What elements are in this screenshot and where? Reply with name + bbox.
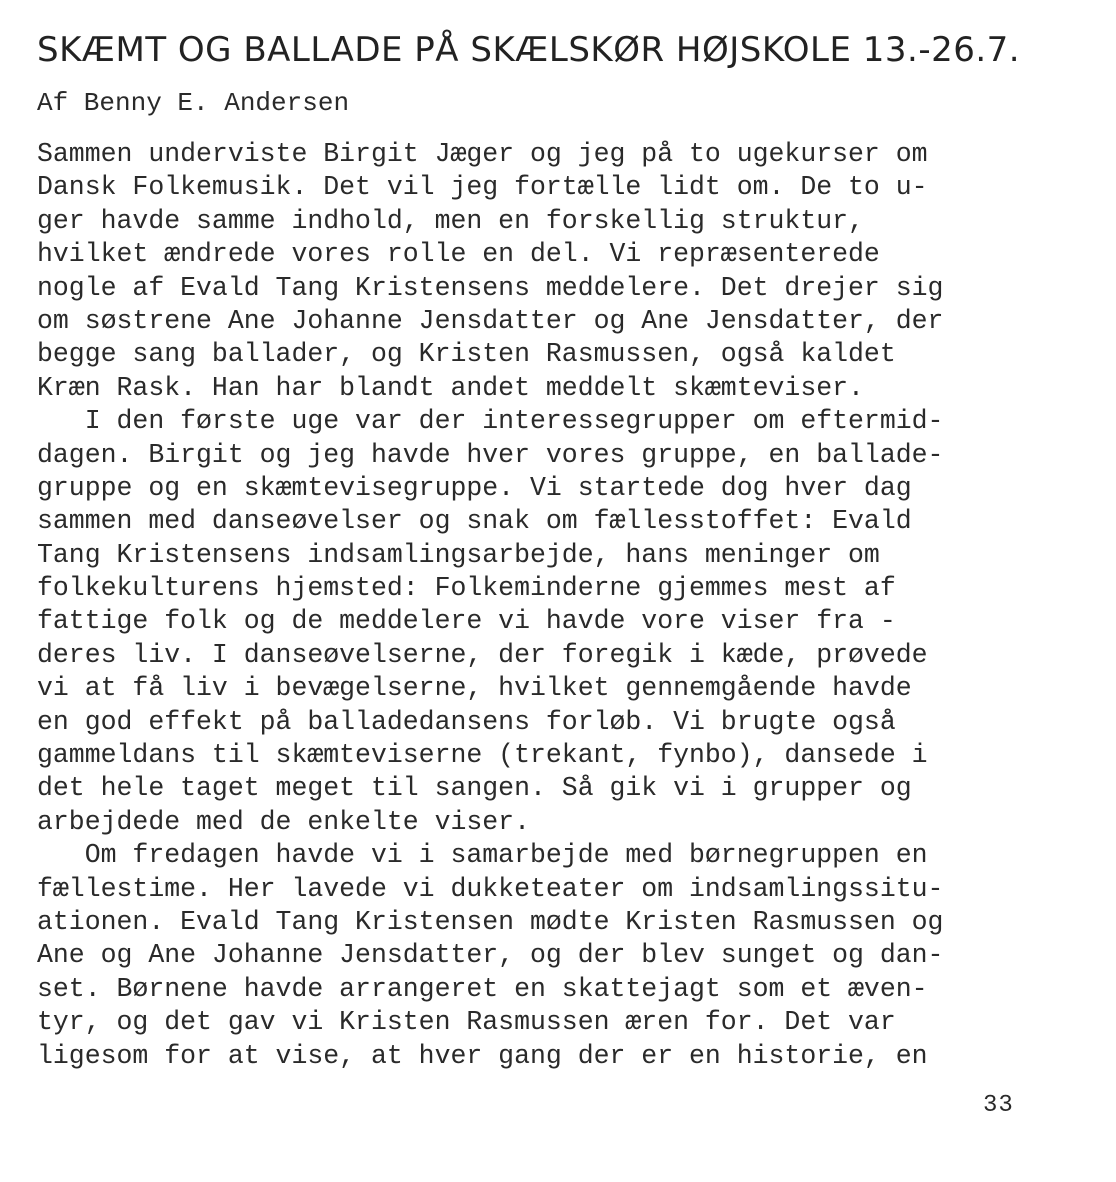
text-line: Kræn Rask. Han har blandt andet meddelt skæmteviser.: [37, 372, 864, 403]
text-line: nogle af Evald Tang Kristensens meddelere. Det drejer sig: [37, 272, 944, 303]
text-line: folkekulturens hjemsted: Folkeminderne gjemmes mest af: [37, 573, 896, 604]
text-line: I den første uge var der interessegrupper om eftermid-: [37, 406, 944, 437]
text-line: begge sang ballader, og Kristen Rasmussen, også kaldet: [37, 339, 896, 370]
text-line: Sammen underviste Birgit Jæger og jeg på to ugekurser om: [37, 139, 928, 169]
text-line: en god effekt på balladedansens forløb. Vi brugte også: [37, 706, 896, 737]
article-title: SKÆMT OG BALLADE PÅ SKÆLSKØR HØJSKOLE 13.-26.7.: [37, 30, 1021, 70]
text-line: ger havde samme indhold, men en forskellig struktur,: [37, 205, 864, 236]
article-body: [37, 138, 943, 1073]
text-line: hvilket ændrede vores rolle en del. Vi repræsenterede: [37, 239, 880, 270]
text-line: fællestime. Her lavede vi dukketeater om indsamlingssitu-: [37, 873, 944, 904]
text-line: Dansk Folkemusik. Det vil jeg fortælle lidt om. De to u-: [37, 172, 928, 203]
text-line: tyr, og det gav vi Kristen Rasmussen æren for. Det var: [37, 1007, 896, 1038]
text-line: vi at få liv i bevægelserne, hvilket gennemgående havde: [37, 673, 912, 704]
text-line: gammeldans til skæmteviserne (trekant, fynbo), dansede i: [37, 740, 928, 771]
text-line: deres liv. I danseøvelserne, der foregik i kæde, prøvede: [37, 639, 928, 670]
page-number: 33: [983, 1092, 1014, 1119]
text-line: det hele taget meget til sangen. Så gik vi i grupper og: [37, 773, 912, 804]
text-line: Ane og Ane Johanne Jensdatter, og der blev sunget og dan-: [37, 940, 944, 971]
text-line: sammen med danseøvelser og snak om fællesstoffet: Evald: [37, 506, 912, 537]
text-line: arbejdede med de enkelte viser.: [37, 806, 530, 837]
author-byline: Af Benny E. Andersen: [37, 88, 350, 118]
text-line: Om fredagen havde vi i samarbejde med børnegruppen en: [37, 840, 928, 871]
text-line: set. Børnene havde arrangeret en skattejagt som et æven-: [37, 973, 928, 1004]
text-line: ligesom for at vise, at hver gang der er en historie, en: [37, 1040, 928, 1071]
text-line: om søstrene Ane Johanne Jensdatter og Ane Jensdatter, der: [37, 305, 944, 336]
text-line: ationen. Evald Tang Kristensen mødte Kristen Rasmussen og: [37, 906, 944, 937]
text-line: dagen. Birgit og jeg havde hver vores gruppe, en ballade-: [37, 439, 944, 470]
text-line: Tang Kristensens indsamlingsarbejde, hans meninger om: [37, 539, 880, 570]
text-line: fattige folk og de meddelere vi havde vore viser fra -: [37, 606, 896, 637]
text-line: gruppe og en skæmtevisegruppe. Vi startede dog hver dag: [37, 472, 912, 503]
